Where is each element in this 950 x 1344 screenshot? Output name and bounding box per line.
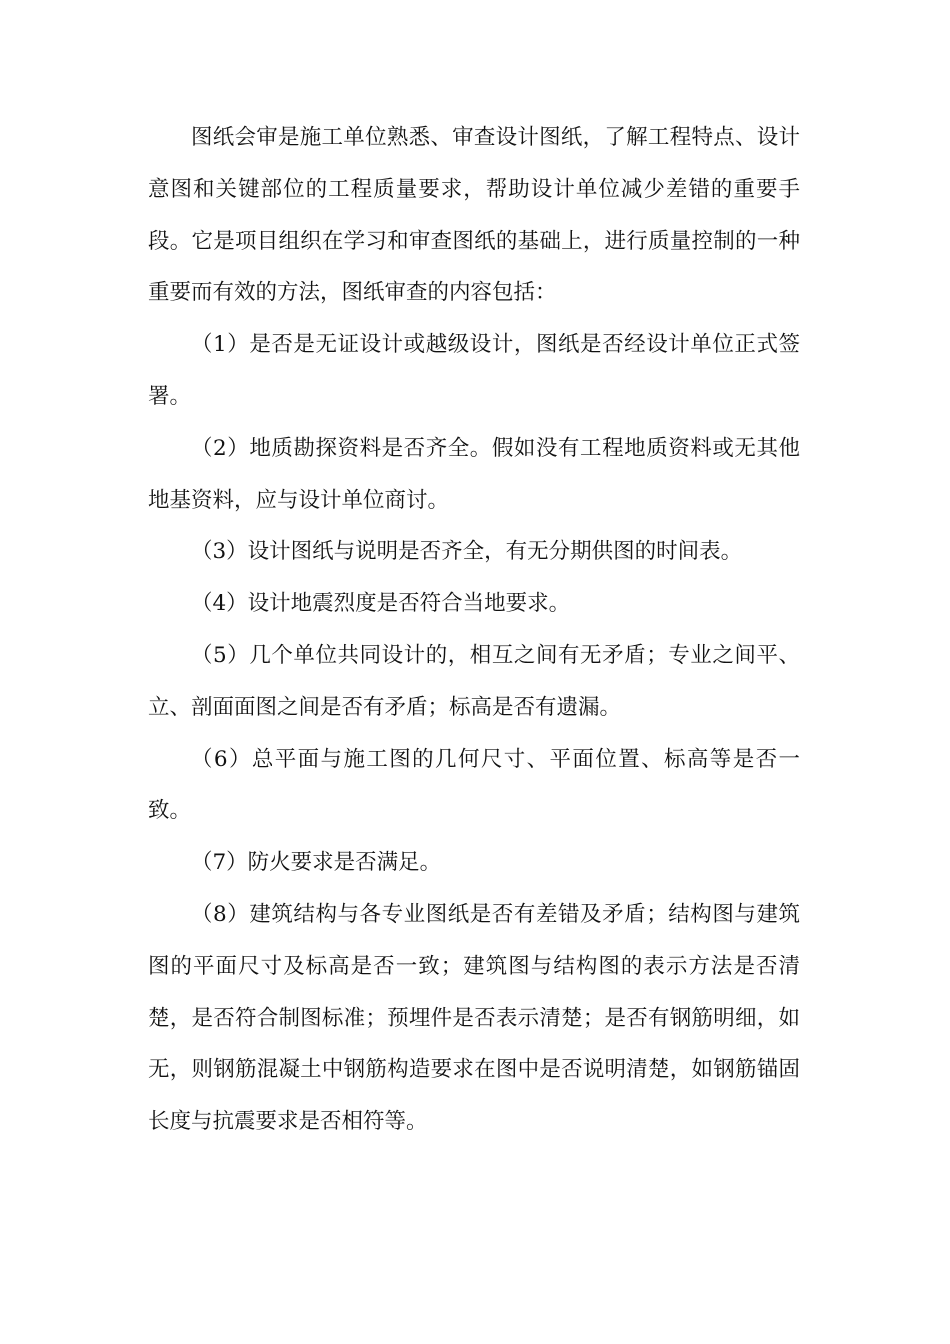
review-item-4: （4）设计地震烈度是否符合当地要求。 <box>191 591 571 617</box>
document-page <box>148 112 800 1148</box>
review-item-2: （2）地质勘探资料是否齐全。假如没有工程地质资料或无其他地基资料，应与设计单位商讨。 <box>148 435 800 513</box>
intro-paragraph: 图纸会审是施工单位熟悉、审查设计图纸，了解工程特点、设计意图和关键部位的工程质量要求，帮助设计单位减少差错的重要手段。它是项目组织在学习和审查图纸的基础上，进行质量控制的一种重要而有效的方法，图纸审查的内容包括： <box>148 125 800 306</box>
review-item-5: （5）几个单位共同设计的，相互之间有无矛盾；专业之间平、立、剖面面图之间是否有矛盾；标高是否有遗漏。 <box>148 642 800 720</box>
review-item-3: （3）设计图纸与说明是否齐全，有无分期供图的时间表。 <box>191 539 743 565</box>
review-item-8: （8）建筑结构与各专业图纸是否有差错及矛盾；结构图与建筑图的平面尺寸及标高是否一致；建筑图与结构图的表示方法是否清楚，是否符合制图标准；预埋件是否表示清楚；是否有钢筋明细，如无，则钢筋混凝土中钢筋构造要求在图中是否说明清楚，如钢筋锚固长度与抗震要求是否相符等。 <box>148 901 800 1135</box>
review-item-6: （6）总平面与施工图的几何尺寸、平面位置、标高等是否一致。 <box>148 746 800 824</box>
review-item-1: （1）是否是无证设计或越级设计，图纸是否经设计单位正式签署。 <box>148 332 800 409</box>
review-item-7: （7）防火要求是否满足。 <box>191 850 442 876</box>
